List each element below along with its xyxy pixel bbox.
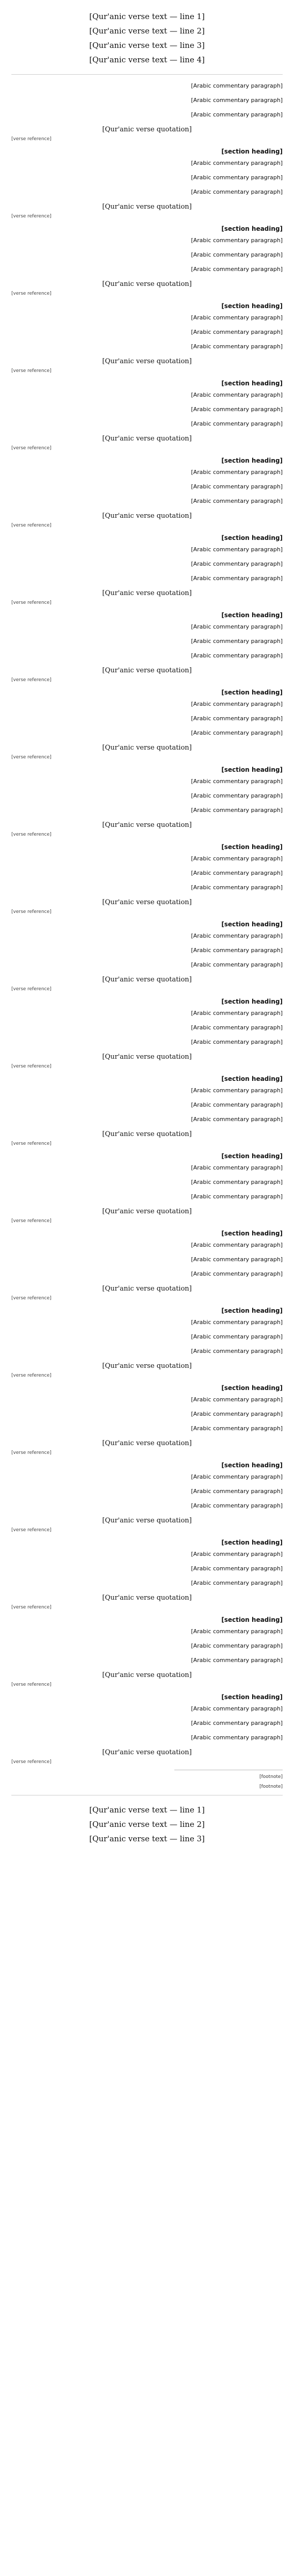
section-heading: [section heading] [221, 998, 283, 1005]
section-heading: [section heading] [221, 1539, 283, 1546]
section-heading: [section heading] [221, 1462, 283, 1469]
commentary-paragraph: [Arabic commentary paragraph] [191, 623, 283, 630]
commentary-section [11, 457, 283, 528]
commentary-paragraph: [Arabic commentary paragraph] [191, 1628, 283, 1635]
ayah-reference: [verse reference] [11, 832, 52, 837]
ayah-quotation: [Qur'anic verse quotation] [102, 1208, 192, 1215]
commentary-paragraph: [Arabic commentary paragraph] [191, 1551, 283, 1557]
commentary-section [11, 766, 283, 837]
commentary-paragraph: [Arabic commentary paragraph] [191, 1333, 283, 1340]
ayah-quotation: [Qur'anic verse quotation] [102, 744, 192, 752]
commentary-paragraph: [Arabic commentary paragraph] [191, 1024, 283, 1031]
ayah-reference: [verse reference] [11, 1450, 52, 1455]
commentary-section [11, 148, 283, 219]
commentary-paragraph: [Arabic commentary paragraph] [191, 855, 283, 862]
opening-verse-line: [Qur'anic verse text — line 2] [89, 26, 205, 36]
commentary-paragraph: [Arabic commentary paragraph] [191, 343, 283, 350]
section-heading: [section heading] [221, 1153, 283, 1160]
commentary-paragraph: [Arabic commentary paragraph] [191, 1010, 283, 1016]
commentary-paragraph: [Arabic commentary paragraph] [191, 189, 283, 195]
ayah-reference: [verse reference] [11, 137, 52, 142]
commentary-paragraph: [Arabic commentary paragraph] [191, 392, 283, 398]
commentary-section [11, 225, 283, 296]
ayah-quotation: [Qur'anic verse quotation] [102, 512, 192, 520]
ayah-reference: [verse reference] [11, 755, 52, 760]
commentary-paragraph: [Arabic commentary paragraph] [191, 1720, 283, 1726]
commentary-paragraph: [Arabic commentary paragraph] [191, 1116, 283, 1123]
ayah-quotation: [Qur'anic verse quotation] [102, 1362, 192, 1370]
ayah-reference: [verse reference] [11, 214, 52, 219]
commentary-section [11, 81, 283, 142]
commentary-section [11, 1462, 283, 1533]
commentary-body [11, 81, 283, 1765]
opening-verse-line: [Qur'anic verse text — line 1] [89, 12, 205, 21]
commentary-section [11, 612, 283, 683]
ayah-reference: [verse reference] [11, 1296, 52, 1301]
commentary-paragraph: [Arabic commentary paragraph] [191, 1473, 283, 1480]
commentary-section [11, 302, 283, 374]
commentary-paragraph: [Arabic commentary paragraph] [191, 237, 283, 244]
section-heading: [section heading] [221, 1230, 283, 1237]
commentary-paragraph: [Arabic commentary paragraph] [191, 638, 283, 645]
ayah-reference: [verse reference] [11, 1218, 52, 1224]
ayah-quotation: [Qur'anic verse quotation] [102, 1053, 192, 1061]
ayah-quotation: [Qur'anic verse quotation] [102, 1439, 192, 1447]
commentary-paragraph: [Arabic commentary paragraph] [191, 266, 283, 273]
section-heading: [section heading] [221, 1075, 283, 1082]
closing-verse-block [11, 1795, 283, 1849]
ayah-reference: [verse reference] [11, 1141, 52, 1146]
ayah-quotation: [Qur'anic verse quotation] [102, 899, 192, 906]
commentary-section [11, 1230, 283, 1301]
ayah-quotation: [Qur'anic verse quotation] [102, 1749, 192, 1756]
commentary-paragraph: [Arabic commentary paragraph] [191, 1164, 283, 1171]
commentary-paragraph: [Arabic commentary paragraph] [191, 1396, 283, 1403]
ayah-quotation: [Qur'anic verse quotation] [102, 203, 192, 211]
ayah-reference: [verse reference] [11, 1064, 52, 1069]
commentary-paragraph: [Arabic commentary paragraph] [191, 792, 283, 799]
ayah-reference: [verse reference] [11, 600, 52, 605]
closing-verse-line: [Qur'anic verse text — line 3] [89, 1834, 205, 1843]
commentary-section [11, 1693, 283, 1765]
commentary-paragraph: [Arabic commentary paragraph] [191, 575, 283, 582]
section-heading: [section heading] [221, 148, 283, 155]
commentary-paragraph: [Arabic commentary paragraph] [191, 1502, 283, 1509]
section-heading: [section heading] [221, 1384, 283, 1392]
commentary-paragraph: [Arabic commentary paragraph] [191, 1270, 283, 1277]
ayah-quotation: [Qur'anic verse quotation] [102, 1285, 192, 1293]
opening-verse-line: [Qur'anic verse text — line 3] [89, 41, 205, 50]
ayah-quotation: [Qur'anic verse quotation] [102, 280, 192, 288]
commentary-paragraph: [Arabic commentary paragraph] [191, 546, 283, 553]
commentary-paragraph: [Arabic commentary paragraph] [191, 701, 283, 707]
commentary-paragraph: [Arabic commentary paragraph] [191, 1580, 283, 1586]
commentary-section [11, 921, 283, 992]
ayah-quotation: [Qur'anic verse quotation] [102, 667, 192, 674]
ayah-quotation: [Qur'anic verse quotation] [102, 126, 192, 133]
ayah-quotation: [Qur'anic verse quotation] [102, 1130, 192, 1138]
footnote-line: [footnote] [259, 1774, 283, 1780]
commentary-paragraph: [Arabic commentary paragraph] [191, 420, 283, 427]
commentary-paragraph: [Arabic commentary paragraph] [191, 1193, 283, 1200]
commentary-paragraph: [Arabic commentary paragraph] [191, 469, 283, 476]
ayah-reference: [verse reference] [11, 1605, 52, 1610]
ayah-quotation: [Qur'anic verse quotation] [102, 358, 192, 365]
section-heading: [section heading] [221, 457, 283, 464]
section-heading: [section heading] [221, 921, 283, 928]
commentary-paragraph: [Arabic commentary paragraph] [191, 498, 283, 504]
opening-verse-block [11, 6, 283, 75]
ayah-quotation: [Qur'anic verse quotation] [102, 435, 192, 443]
commentary-paragraph: [Arabic commentary paragraph] [191, 884, 283, 891]
ayah-reference: [verse reference] [11, 368, 52, 374]
commentary-paragraph: [Arabic commentary paragraph] [191, 406, 283, 413]
commentary-section [11, 689, 283, 760]
commentary-paragraph: [Arabic commentary paragraph] [191, 961, 283, 968]
commentary-paragraph: [Arabic commentary paragraph] [191, 652, 283, 659]
ayah-quotation: [Qur'anic verse quotation] [102, 589, 192, 597]
commentary-paragraph: [Arabic commentary paragraph] [191, 933, 283, 939]
section-heading: [section heading] [221, 1307, 283, 1314]
commentary-paragraph: [Arabic commentary paragraph] [191, 314, 283, 321]
commentary-section [11, 998, 283, 1069]
opening-verse-line: [Qur'anic verse text — line 4] [89, 55, 205, 64]
commentary-section [11, 1075, 283, 1146]
ayah-reference: [verse reference] [11, 291, 52, 296]
commentary-paragraph: [Arabic commentary paragraph] [191, 730, 283, 736]
commentary-paragraph: [Arabic commentary paragraph] [191, 1319, 283, 1326]
commentary-paragraph: [Arabic commentary paragraph] [191, 1734, 283, 1741]
ayah-reference: [verse reference] [11, 987, 52, 992]
footnotes [11, 1770, 283, 1791]
commentary-paragraph: [Arabic commentary paragraph] [191, 1411, 283, 1417]
commentary-paragraph: [Arabic commentary paragraph] [191, 1242, 283, 1248]
ayah-quotation: [Qur'anic verse quotation] [102, 1517, 192, 1524]
ayah-reference: [verse reference] [11, 677, 52, 683]
commentary-section [11, 1616, 283, 1687]
commentary-section [11, 1384, 283, 1455]
commentary-paragraph: [Arabic commentary paragraph] [191, 1039, 283, 1045]
section-heading: [section heading] [221, 689, 283, 696]
section-heading: [section heading] [221, 302, 283, 310]
commentary-section [11, 843, 283, 914]
closing-verse-line: [Qur'anic verse text — line 1] [89, 1805, 205, 1815]
commentary-paragraph: [Arabic commentary paragraph] [191, 1642, 283, 1649]
section-heading: [section heading] [221, 843, 283, 851]
commentary-paragraph: [Arabic commentary paragraph] [191, 778, 283, 785]
ayah-quotation: [Qur'anic verse quotation] [102, 1594, 192, 1602]
commentary-paragraph: [Arabic commentary paragraph] [191, 329, 283, 335]
footnote-line: [footnote] [259, 1784, 283, 1789]
ayah-reference: [verse reference] [11, 446, 52, 451]
ayah-quotation: [Qur'anic verse quotation] [102, 821, 192, 829]
commentary-section [11, 1153, 283, 1224]
section-heading: [section heading] [221, 534, 283, 541]
ayah-quotation: [Qur'anic verse quotation] [102, 976, 192, 984]
commentary-paragraph: [Arabic commentary paragraph] [191, 1488, 283, 1495]
commentary-paragraph: [Arabic commentary paragraph] [191, 807, 283, 814]
commentary-section [11, 1539, 283, 1610]
ayah-reference: [verse reference] [11, 909, 52, 914]
section-heading: [section heading] [221, 766, 283, 773]
section-heading: [section heading] [221, 380, 283, 387]
commentary-paragraph: [Arabic commentary paragraph] [191, 1657, 283, 1664]
ayah-reference: [verse reference] [11, 523, 52, 528]
commentary-section [11, 380, 283, 451]
commentary-section [11, 1307, 283, 1378]
commentary-paragraph: [Arabic commentary paragraph] [191, 82, 283, 89]
commentary-section [11, 534, 283, 605]
commentary-paragraph: [Arabic commentary paragraph] [191, 97, 283, 104]
commentary-paragraph: [Arabic commentary paragraph] [191, 1087, 283, 1094]
ayah-reference: [verse reference] [11, 1373, 52, 1378]
commentary-paragraph: [Arabic commentary paragraph] [191, 715, 283, 722]
commentary-paragraph: [Arabic commentary paragraph] [191, 1348, 283, 1354]
section-heading: [section heading] [221, 1616, 283, 1623]
ayah-reference: [verse reference] [11, 1759, 52, 1765]
section-heading: [section heading] [221, 1693, 283, 1701]
commentary-paragraph: [Arabic commentary paragraph] [191, 1705, 283, 1712]
section-heading: [section heading] [221, 612, 283, 619]
commentary-paragraph: [Arabic commentary paragraph] [191, 1425, 283, 1432]
commentary-paragraph: [Arabic commentary paragraph] [191, 561, 283, 567]
commentary-paragraph: [Arabic commentary paragraph] [191, 160, 283, 166]
closing-verse-line: [Qur'anic verse text — line 2] [89, 1820, 205, 1829]
commentary-paragraph: [Arabic commentary paragraph] [191, 174, 283, 181]
ayah-reference: [verse reference] [11, 1528, 52, 1533]
commentary-paragraph: [Arabic commentary paragraph] [191, 947, 283, 954]
ayah-quotation: [Qur'anic verse quotation] [102, 1671, 192, 1679]
commentary-paragraph: [Arabic commentary paragraph] [191, 1179, 283, 1185]
commentary-paragraph: [Arabic commentary paragraph] [191, 1565, 283, 1572]
section-heading: [section heading] [221, 225, 283, 232]
commentary-paragraph: [Arabic commentary paragraph] [191, 483, 283, 490]
commentary-paragraph: [Arabic commentary paragraph] [191, 870, 283, 876]
ayah-reference: [verse reference] [11, 1682, 52, 1687]
commentary-paragraph: [Arabic commentary paragraph] [191, 111, 283, 118]
commentary-paragraph: [Arabic commentary paragraph] [191, 1101, 283, 1108]
commentary-paragraph: [Arabic commentary paragraph] [191, 1256, 283, 1263]
commentary-paragraph: [Arabic commentary paragraph] [191, 251, 283, 258]
